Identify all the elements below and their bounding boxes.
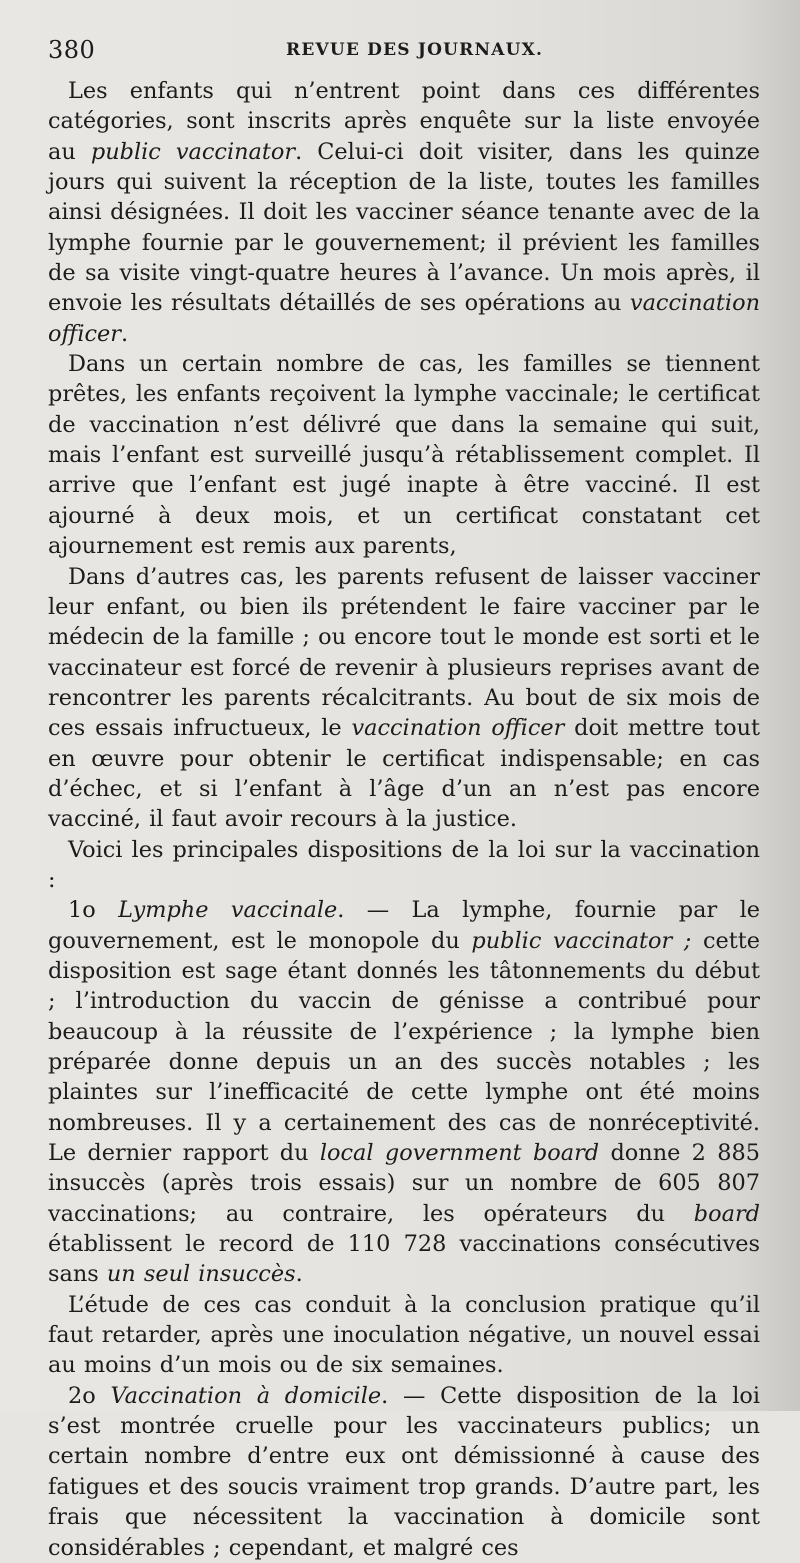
- text-run: Les enfants qui n’entrent point dans ces différentes catégories, sont inscrits après enquête sur la liste envoyée au: [48, 78, 760, 165]
- text-run: Voici les principales dispositions de la loi sur la vaccination :: [48, 836, 760, 893]
- paragraph: [48, 349, 760, 561]
- italic-run: local government board: [319, 1140, 600, 1167]
- page-number: 380: [48, 36, 96, 64]
- italic-run: Vaccination à domicile: [110, 1382, 382, 1409]
- text-run: donne 2 885 insuccès (après trois essais) sur un nombre de 605 807 vaccinations; au contraire, les opérateurs du: [48, 1140, 760, 1227]
- text-run: .: [295, 1261, 303, 1288]
- text-run: 2o: [68, 1382, 111, 1409]
- body-text: [48, 76, 760, 1563]
- italic-run: Lymphe vaccinale: [118, 897, 338, 924]
- text-run: . — Cette disposition de la loi s’est montrée cruelle pour les vaccinateurs publics; un certain nombre d’entre eux ont démissionné à cause des fatigues et des soucis vraiment trop grands. D’autre part, les frais que nécessitent la vaccination à domicile sont considérables ; cependant, et malgré ces: [48, 1382, 761, 1561]
- text-run: doit mettre tout en œuvre pour obtenir le certificat indispensable; en cas d’échec, et si l’enfant à l’âge d’un an n’est pas encore vacciné, il faut avoir recours à la justice.: [48, 715, 761, 833]
- italic-run: un seul insuccès: [106, 1261, 296, 1288]
- running-head: REVUE DES JOURNAUX.: [286, 40, 544, 60]
- text-run: Dans d’autres cas, les parents refusent de laisser vacciner leur enfant, ou bien ils prétendent le faire vacciner par le médecin de la famille ; ou encore tout le monde est sorti et le vaccinateur est forcé de revenir à plusieurs reprises avant de rencontrer les parents récalcitrants. Au bout de six mois de ces essais infructueux, le: [48, 563, 760, 742]
- text-run: Dans un certain nombre de cas, les familles se tiennent prêtes, les enfants reçoivent la lymphe vaccinale; le certificat de vaccination n’est délivré que dans la semaine qui suit, mais l’enfant est surveillé jusqu’à rétablissement complet. Il arrive que l’enfant est jugé inapte à être vacciné. Il est ajourné à deux mois, et un certificat constatant cet ajournement est remis aux parents,: [48, 351, 760, 560]
- page-header: [48, 36, 760, 68]
- italic-run: public vaccinator: [90, 138, 296, 165]
- paragraph: [48, 895, 760, 1289]
- text-run: cette disposition est sage étant donnés les tâtonnements du début ; l’introduction du vaccin de génisse a contribué pour beaucoup à la réussite de l’expérience ; la lymphe bien préparée donne depuis un an des succès notables ; les plaintes sur l’inefficacité de cette lymphe ont été moins nombreuses. Il y a certainement des cas de nonréceptivité. Le dernier rapport du: [48, 927, 761, 1167]
- paragraph: [48, 562, 760, 835]
- paragraph: [48, 1290, 760, 1381]
- text-run: . Celui-ci doit visiter, dans les quinze jours qui suivent la réception de la liste, toutes les familles ainsi désignées. Il doit les vacciner séance tenante avec de la lymphe fournie par le gouvernement; il prévient les familles de sa visite vingt-quatre heures à l’avance. Un mois après, il envoie les résultats détaillés de ses opérations au: [48, 138, 761, 317]
- italic-run: vaccination officer: [351, 715, 565, 742]
- italic-run: board: [693, 1200, 760, 1227]
- paragraph: [48, 1381, 760, 1563]
- text-run: établissent le record de 110 728 vaccinations consécutives sans: [48, 1231, 760, 1288]
- paragraph: [48, 835, 760, 896]
- paragraph: [48, 76, 760, 349]
- text-run: 1o: [68, 897, 119, 924]
- italic-run: public vaccinator ;: [471, 927, 692, 954]
- text-run: . — La lymphe, fournie par le gouvernement, est le monopole du: [48, 897, 760, 954]
- italic-run: vaccination officer: [48, 290, 760, 347]
- text-run: L’étude de ces cas conduit à la conclusion pratique qu’il faut retarder, après une inoculation négative, un nouvel essai au moins d’un mois ou de six semaines.: [48, 1291, 760, 1379]
- text-run: .: [121, 320, 129, 347]
